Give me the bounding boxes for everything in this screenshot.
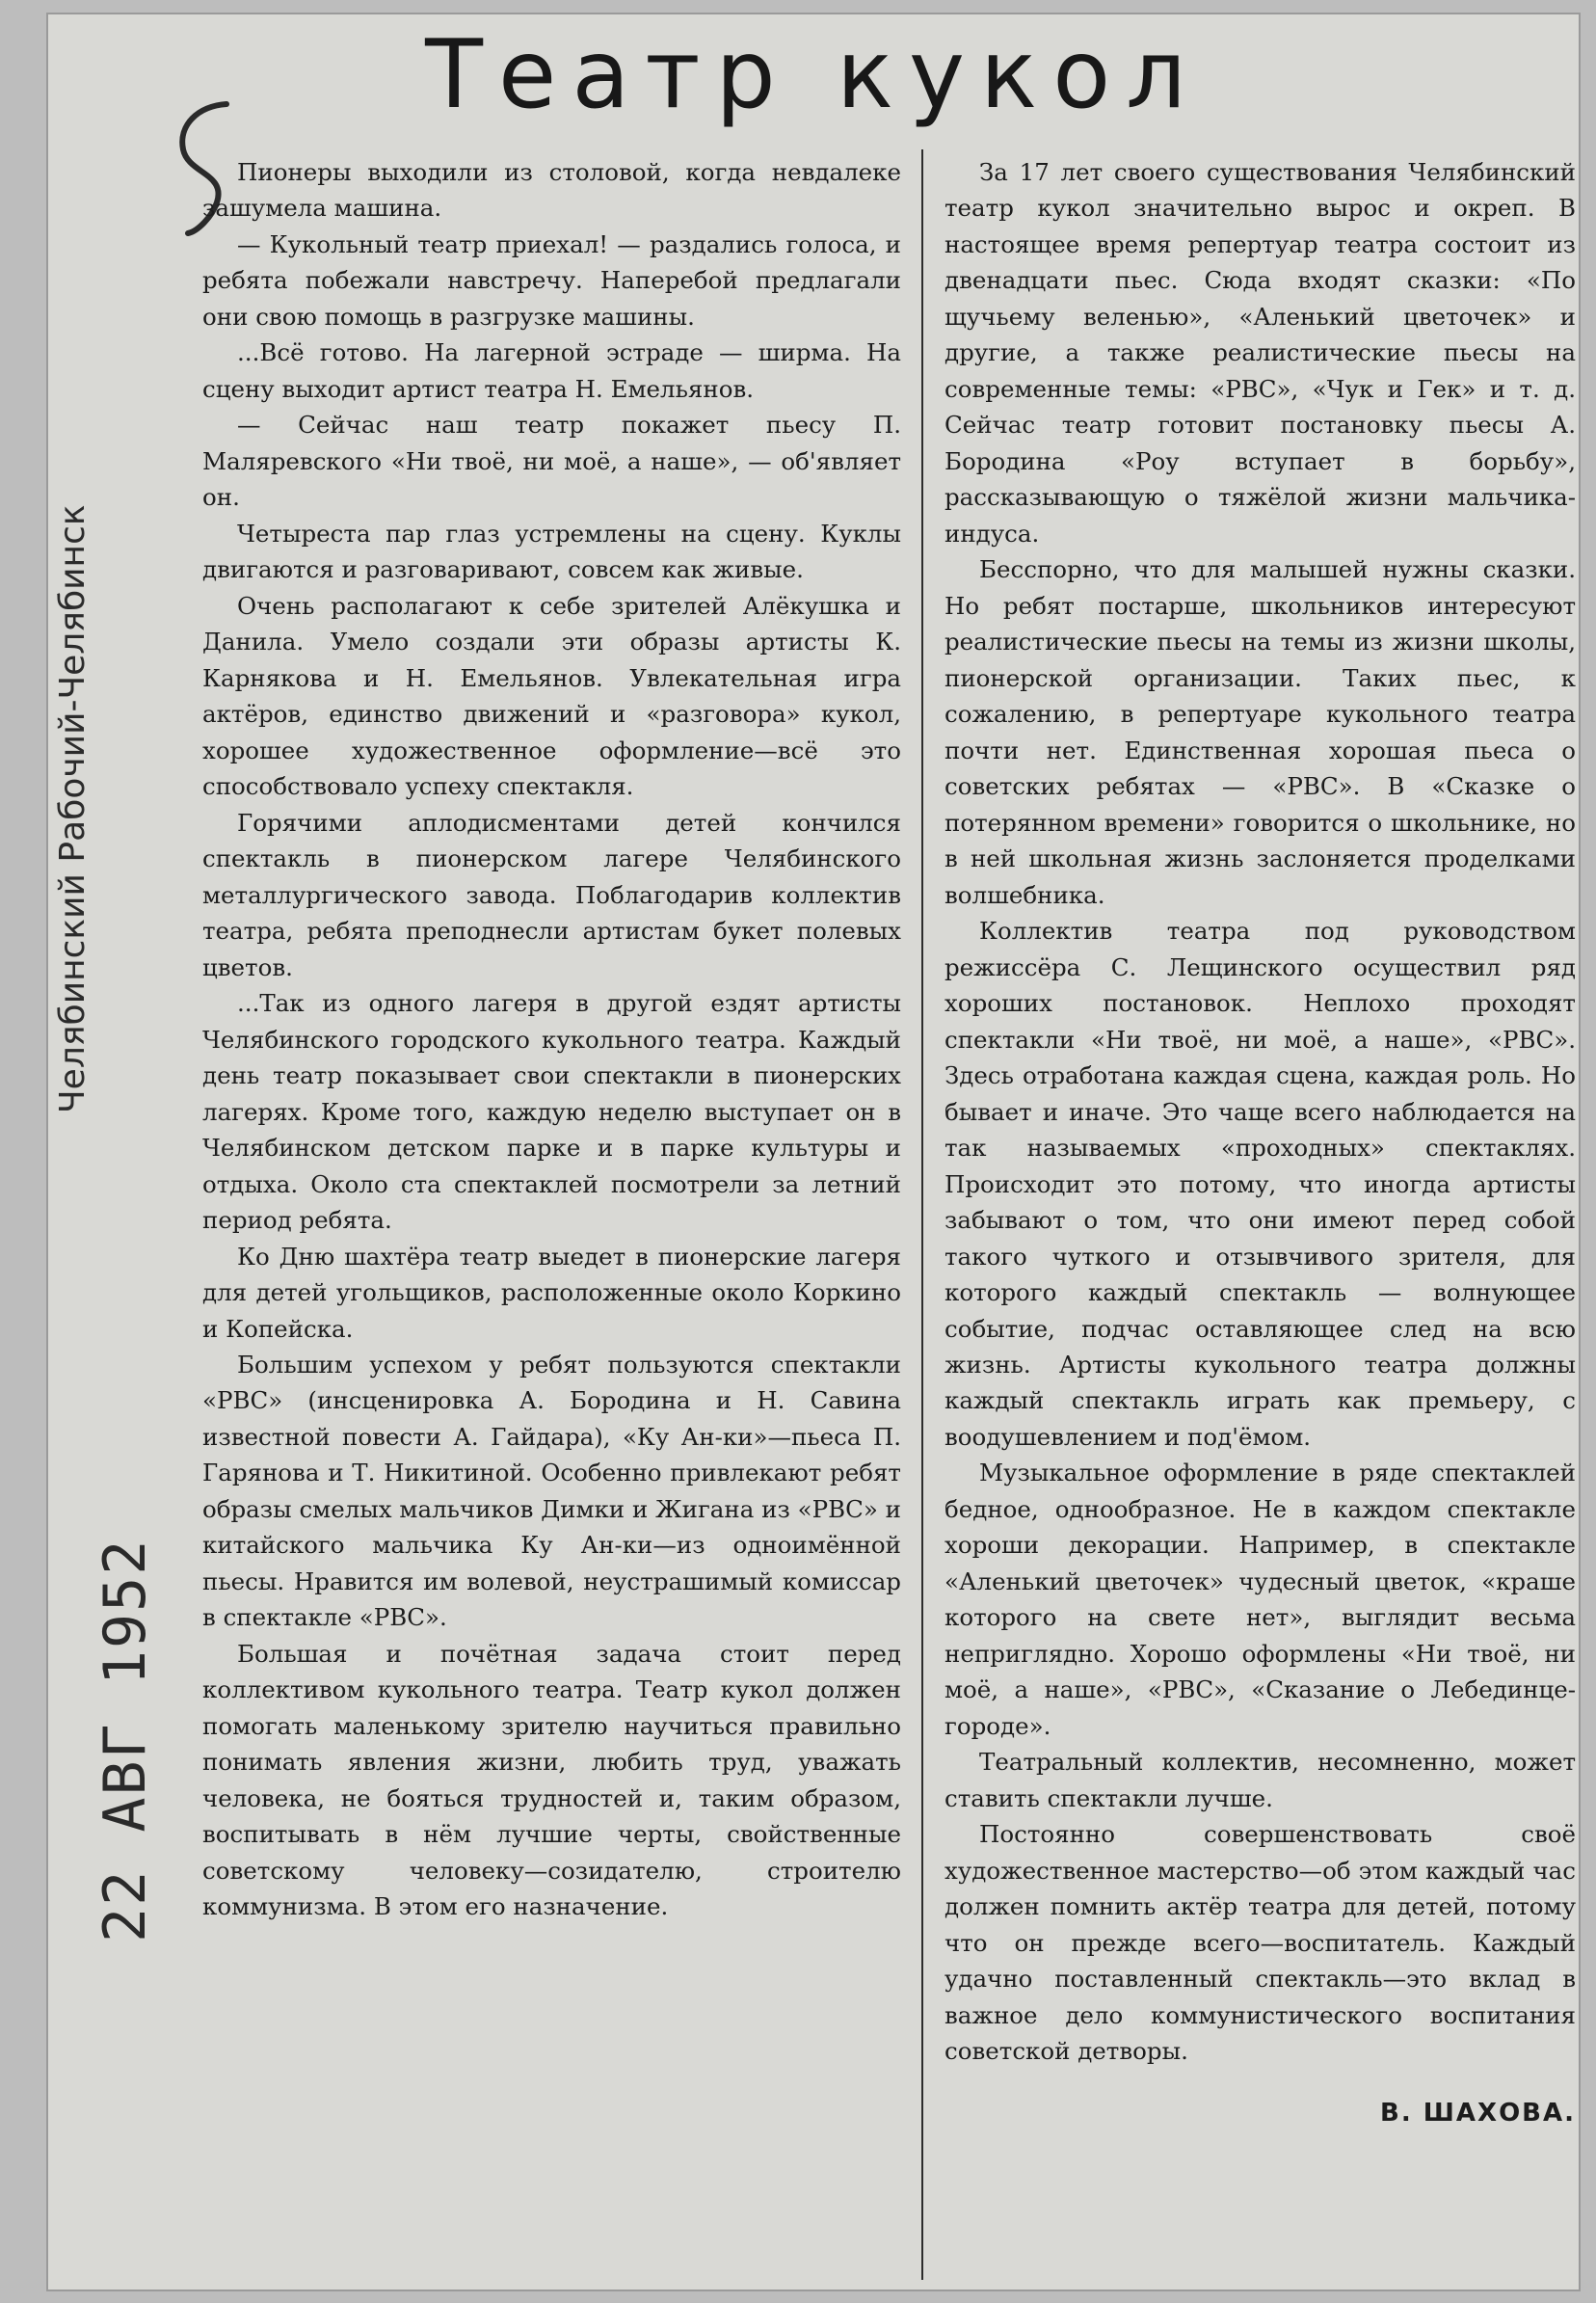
paragraph: Пионеры выходили из столовой, когда невдалеке зашумела машина. — [202, 158, 901, 223]
paragraph: Театральный коллектив, несомненно, может ставить спектакли лучше. — [944, 1748, 1576, 1812]
paragraph: Горячими аплодисментами детей кончился спектакль в пионерском лагере Челябинского металлургического завода. Поблагодарив коллектив театра, ребята преподнесли артистам букет полевых цветов. — [202, 808, 901, 981]
paragraph: ...Всё готово. На лагерной эстраде — ширма. На сцену выходит артист театра Н. Емельянов. — [202, 338, 901, 403]
article-headline: Театр кукол — [425, 20, 1202, 130]
paragraph: Коллектив театра под руководством режиссёра С. Лещинского осуществил ряд хороших постановок. Неплохо проходят спектакли «Ни твоё, ни моё, а наше», «РВС». Здесь отработана каждая сцена, каждая роль. Но бывает и иначе. Это чаще всего наблюдается на так называемых «проходных» спектаклях. Происходит это потому, что иногда артисты забывают о том, что они имеют перед собой такого чуткого и отзывчивого зрителя, для которого каждый спектакль — волнующее событие, подчас оставляющее след на всю жизнь. Артисты кукольного театра должны каждый спектакль играть как премьеру, с воодушевлением и под'ёмом. — [944, 917, 1576, 1451]
paragraph: Большим успехом у ребят пользуются спектакли «РВС» (инсценировка А. Бородина и Н. Савина известной повести А. Гайдара), «Ку Ан-ки»—пьеса П. Гарянова и Т. Никитиной. Особенно привлекают ребят образы смелых мальчиков Димки и Жигана из «РВС» и китайского мальчика Ку Ан-ки—из одноимённой пьесы. Нравится им волевой, неустрашимый комиссар в спектакле «РВС». — [202, 1350, 901, 1632]
column-divider — [921, 149, 923, 2280]
paragraph: Постоянно совершенствовать своё художественное мастерство—об этом каждый час должен помнить актёр театра для детей, потому что он прежде всего—воспитатель. Каждый удачно поставленный спектакль—это вклад в важное дело коммунистического воспитания советской детворы. — [944, 1820, 1576, 2066]
paragraph: Бесспорно, что для малышей нужны сказки. Но ребят постарше, школьников интересуют реалистические пьесы на темы из жизни школы, пионерской организации. Таких пьес, к сожалению, в репертуаре кукольного театра почти нет. Единственная хорошая пьеса о советских ребятах — «РВС». В «Сказке о потерянном времени» говорится о школьнике, но в ней школьная жизнь заслоняется проделками волшебника. — [944, 555, 1576, 909]
newspaper-source-stamp: Челябинский Рабочий-Челябинск — [53, 504, 93, 1113]
paragraph: — Сейчас наш театр покажет пьесу П. Маляревского «Ни твоё, ни моё, а наше», — об'являет он. — [202, 411, 901, 512]
paragraph: Ко Дню шахтёра театр выедет в пионерские лагеря для детей угольщиков, расположенные около Коркино и Копейска. — [202, 1242, 901, 1343]
paragraph: Четыреста пар глаз устремлены на сцену. Куклы двигаются и разговаривают, совсем как живые. — [202, 519, 901, 584]
paragraph: ...Так из одного лагеря в другой ездят артисты Челябинского городского кукольного театра. Каждый день театр показывает свои спектакли в пионерских лагерях. Кроме того, каждую неделю выступает он в Челябинском детском парке и в парке культуры и отдыха. Около ста спектаклей посмотрели за летний период ребята. — [202, 989, 901, 1235]
author-signature: В. ШАХОВА. — [1380, 2098, 1576, 2128]
right-column — [944, 154, 1576, 2132]
paragraph: За 17 лет своего существования Челябинский театр кукол значительно вырос и окреп. В настоящее время репертуар театра состоит из двенадцати пьес. Сюда входят сказки: «По щучьему веленью», «Аленький цветочек» и другие, а также реалистические пьесы на современные темы: «РВС», «Чук и Гек» и т. д. Сейчас театр готовит постановку пьесы А. Бородина «Роу вступает в борьбу», рассказывающую о тяжёлой жизни мальчика-индуса. — [944, 158, 1576, 548]
left-column — [202, 154, 901, 1925]
date-stamp: 22 АВГ 1952 — [92, 1538, 159, 1942]
paragraph: Очень располагают к себе зрителей Алёкушка и Данила. Умело создали эти образы артисты К. Карнякова и Н. Емельянов. Увлекательная игра актёров, единство движений и «разговора» кукол, хорошее художественное оформление—всё это способствовало успеху спектакля. — [202, 591, 901, 801]
newspaper-clipping — [48, 14, 1579, 2290]
paragraph: Большая и почётная задача стоит перед коллективом кукольного театра. Театр кукол должен помогать маленькому зрителю научиться правильно понимать явления жизни, любить труд, уважать человека, не бояться трудностей и, таким образом, воспитывать в нём лучшие черты, свойственные советскому человеку—созидателю, строителю коммунизма. В этом его назначение. — [202, 1639, 901, 1921]
paragraph: — Кукольный театр приехал! — раздались голоса, и ребята побежали навстречу. Наперебой предлагали они свою помощь в разгрузке машины. — [202, 229, 901, 331]
paragraph: Музыкальное оформление в ряде спектаклей бедное, однообразное. Не в каждом спектакле хороши декорации. Например, в спектакле «Аленький цветочек» чудесный цветок, «краше которого на свете нет», выглядит весьма неприглядно. Хорошо оформлены «Ни твоё, ни моё, а наше», «РВС», «Сказание о Лебединце-городе». — [944, 1459, 1576, 1740]
